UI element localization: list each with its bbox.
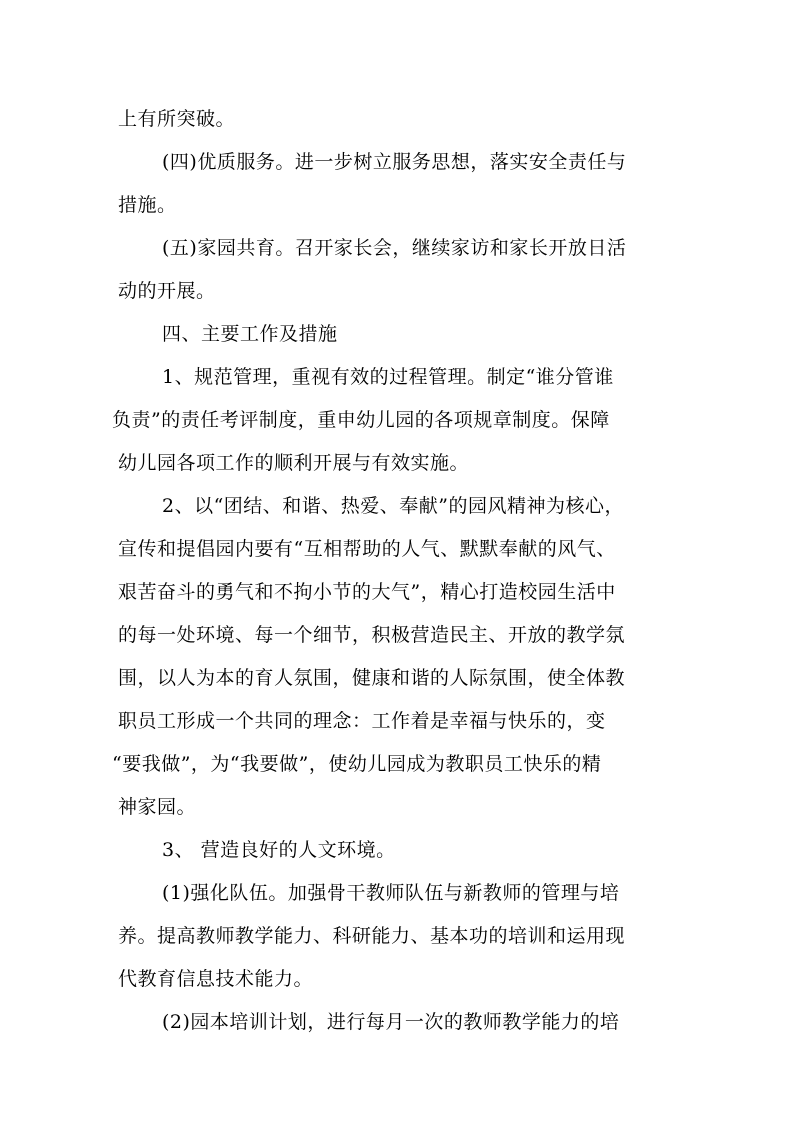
text-line: 艰苦奋斗的勇气和不拘小节的大气”，精心打造校园生活中 [118, 581, 616, 603]
text-line: 宣传和提倡园内要有“互相帮助的人气、默默奉献的风气、 [118, 538, 616, 560]
text-line: 措施。 [118, 194, 177, 216]
text-line: 的每一处环境、每一个细节，积极营造民主、开放的教学氛 [118, 624, 626, 646]
text-line: (五)家园共育。召开家长会，继续家访和家长开放日活 [162, 237, 627, 259]
text-line: 3、 营造良好的人文环境。 [162, 839, 396, 861]
text-line: (2)园本培训计划，进行每月一次的教师教学能力的培 [162, 1011, 620, 1033]
text-line: 神家园。 [118, 796, 197, 818]
text-line: 负责”的责任考评制度，重申幼儿园的各项规章制度。保障 [112, 409, 610, 431]
text-line: 代教育信息技术能力。 [118, 968, 314, 990]
text-line: 1、规范管理，重视有效的过程管理。制定“谁分管谁 [162, 366, 614, 388]
text-line: (四)优质服务。进一步树立服务思想，落实安全责任与 [162, 151, 627, 173]
section-heading: 四、主要工作及措施 [162, 323, 338, 345]
text-line: 围，以人为本的育人氛围，健康和谐的人际氛围，使全体教 [118, 667, 626, 689]
text-line: 养。提高教师教学能力、科研能力、基本功的培训和运用现 [118, 925, 626, 947]
text-line: 幼儿园各项工作的顺利开展与有效实施。 [118, 452, 470, 474]
text-line: 动的开展。 [118, 280, 216, 302]
text-line: 2、以“团结、和谐、热爱、奉献”的园风精神为核心， [162, 495, 625, 517]
text-line: 上有所突破。 [118, 108, 236, 130]
text-line: “要我做”，为“我要做”，使幼儿园成为教职员工快乐的精 [112, 753, 602, 775]
text-line: 职员工形成一个共同的理念：工作着是幸福与快乐的，变 [118, 710, 606, 732]
text-line: (1)强化队伍。加强骨干教师队伍与新教师的管理与培 [162, 882, 620, 904]
